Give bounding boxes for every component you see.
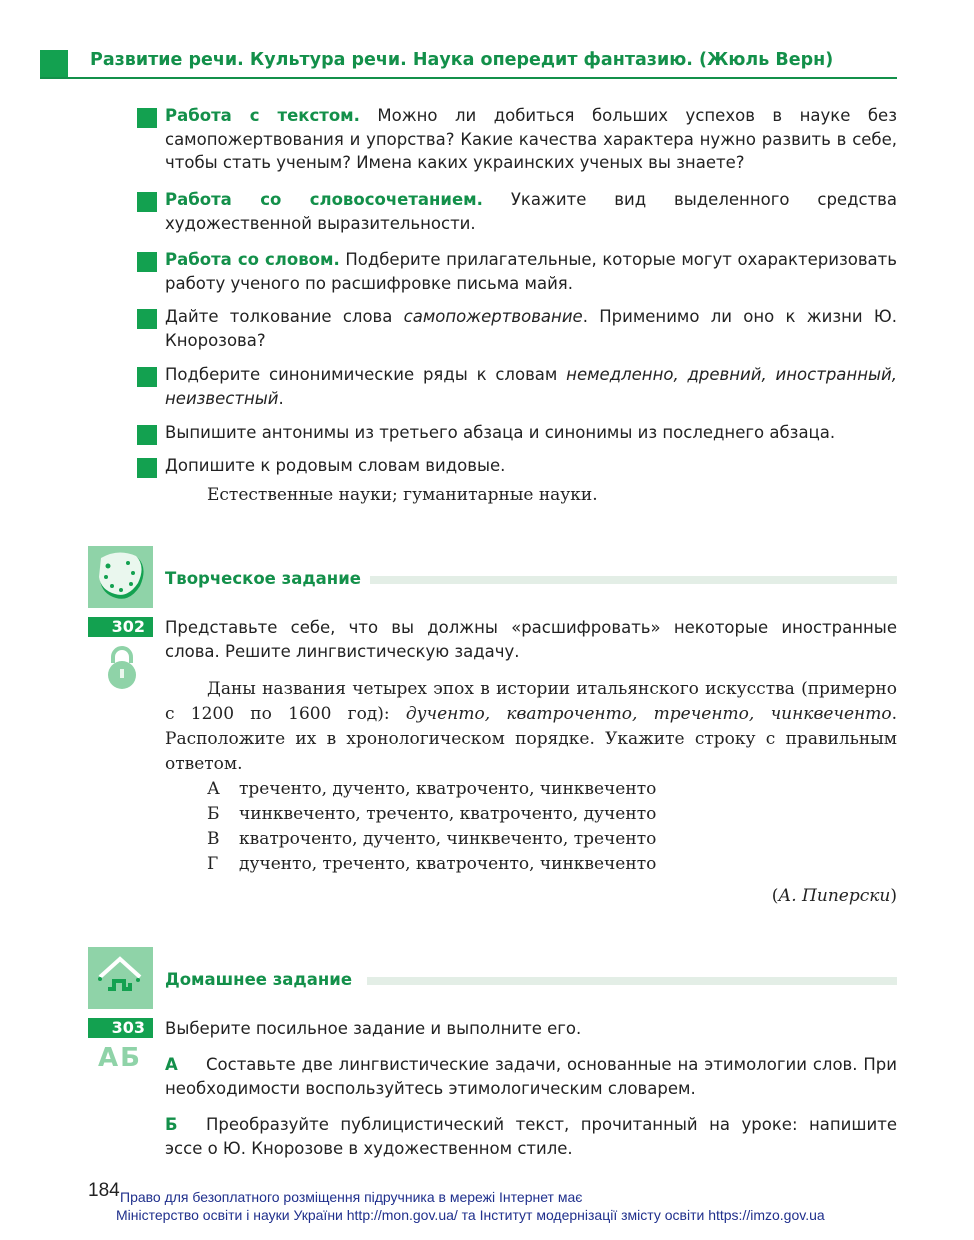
exercise-intro: Выберите посильное задание и выполните его. (165, 1019, 582, 1038)
bullet-marker (137, 458, 157, 478)
task-item: Допишите к родовым словам видовые. (165, 456, 506, 475)
answer-option (207, 852, 656, 877)
option-text: кватроченто, дученто, чинквеченто, треченто (239, 829, 657, 849)
exercise-paragraph (165, 677, 897, 777)
task-item (165, 363, 897, 410)
bullet-marker (137, 425, 157, 445)
variant-b (165, 1113, 897, 1160)
task-label: Работа с текстом. (165, 106, 360, 125)
task-text: Подберите синонимические ряды к словам (165, 365, 567, 384)
home-icon (88, 947, 153, 1009)
section-title: Домашнее задание (165, 970, 353, 989)
option-text: дученто, треченто, кватроченто, чинквеченто (239, 854, 657, 874)
section-title: Творческое задание (165, 569, 361, 588)
option-letter: В (207, 829, 220, 849)
task-label: Работа со словосочетанием. (165, 190, 483, 209)
exercise-intro: Представьте себе, что вы должны «расшифровать» некоторые иностранные слова. Решите лингвистическую задачу. (165, 618, 897, 661)
option-letter: А (207, 779, 220, 799)
option-letter: Б (207, 804, 220, 824)
bullet-marker (137, 309, 157, 329)
answer-option (207, 777, 656, 802)
task-item (165, 188, 897, 235)
lock-icon (106, 645, 138, 694)
task-emphasis: самопожертвование (403, 307, 583, 326)
attribution: (А. Пиперски) (771, 886, 897, 906)
page-title: Развитие речи. Культура речи. Наука опередит фантазию. (Жюль Верн) (90, 50, 834, 70)
bullet-marker (137, 108, 157, 128)
bullet-marker (137, 192, 157, 212)
exercise-number: 302 (88, 617, 153, 637)
author: А. Пиперски (778, 886, 891, 906)
variant-a (165, 1053, 897, 1100)
task-item (165, 104, 897, 175)
task-item: Выпишите антонимы из третьего абзаца и синонимы из последнего абзаца. (165, 423, 836, 442)
page-number: 184 (88, 1180, 120, 1201)
task-label: Работа со словом. (165, 250, 340, 269)
header-marker (40, 50, 68, 78)
section-rule (367, 977, 897, 985)
task-text: Можно ли добиться больших успехов в науке без самопожертвования и упорства? Какие качества характера нужно развить в себе, чтобы стать ученым? Имена каких украинских ученых вы знаете? (165, 106, 897, 172)
variant-letter: Б (165, 1115, 178, 1134)
option-letter: Г (207, 854, 219, 874)
palette-icon (88, 546, 153, 608)
alphabet-icon-text: АБ (98, 1043, 142, 1073)
variant-text: Преобразуйте публицистический текст, прочитанный на уроке: напишите эссе о Ю. Кнорозове в художественном стиле. (165, 1115, 897, 1158)
task-emphasis: немедленно, древний, иностранный, неизвестный (165, 365, 897, 408)
answer-options (207, 777, 656, 877)
task-text: Подберите прилагательные, которые могут охарактеризовать работу ученого по расшифровке письма майя. (165, 250, 897, 293)
generic-words: Естественные науки; гуманитарные науки. (207, 485, 598, 505)
bullet-marker (137, 367, 157, 387)
task-text: . (278, 388, 284, 408)
license-line-2: Міністерство освіти і науки України http://mon.gov.ua/ та Інститут модернізації змісту освіти https://imzo.gov.ua (116, 1207, 825, 1223)
task-text: Укажите вид выделенного средства художественной выразительности. (165, 190, 898, 233)
answer-option (207, 827, 656, 852)
section-rule (370, 576, 897, 584)
variant-letter: А (165, 1055, 178, 1074)
option-text: чинквеченто, треченто, кватроченто, дученто (239, 804, 657, 824)
paragraph-text: . Расположите их в хронологическом порядке. Укажите строку с правильным ответом. (165, 704, 897, 774)
variant-text: Составьте две лингвистические задачи, основанные на этимологии слов. При необходимости воспользуйтесь этимологическим словарем. (165, 1055, 897, 1098)
alphabet-icon (98, 1043, 142, 1073)
task-item (165, 305, 897, 352)
paragraph-emphasis: дученто, кватроченто, треченто, чинквеченто (405, 704, 892, 724)
paragraph-text: Даны названия четырех эпох в истории итальянского искусства (примерно с 1200 по 1600 год): (165, 679, 897, 724)
task-text: Дайте толкование слова (165, 307, 404, 326)
exercise-number: 303 (88, 1018, 153, 1038)
task-text: . Применимо ли оно к жизни Ю. Кнорозова? (165, 307, 897, 350)
header-rule (40, 77, 897, 79)
option-text: треченто, дученто, кватроченто, чинквеченто (239, 779, 657, 799)
answer-option (207, 802, 656, 827)
bullet-marker (137, 252, 157, 272)
license-line-1: Право для безоплатного розміщення підручника в мережі Інтернет має (120, 1189, 583, 1205)
task-item (165, 248, 897, 295)
